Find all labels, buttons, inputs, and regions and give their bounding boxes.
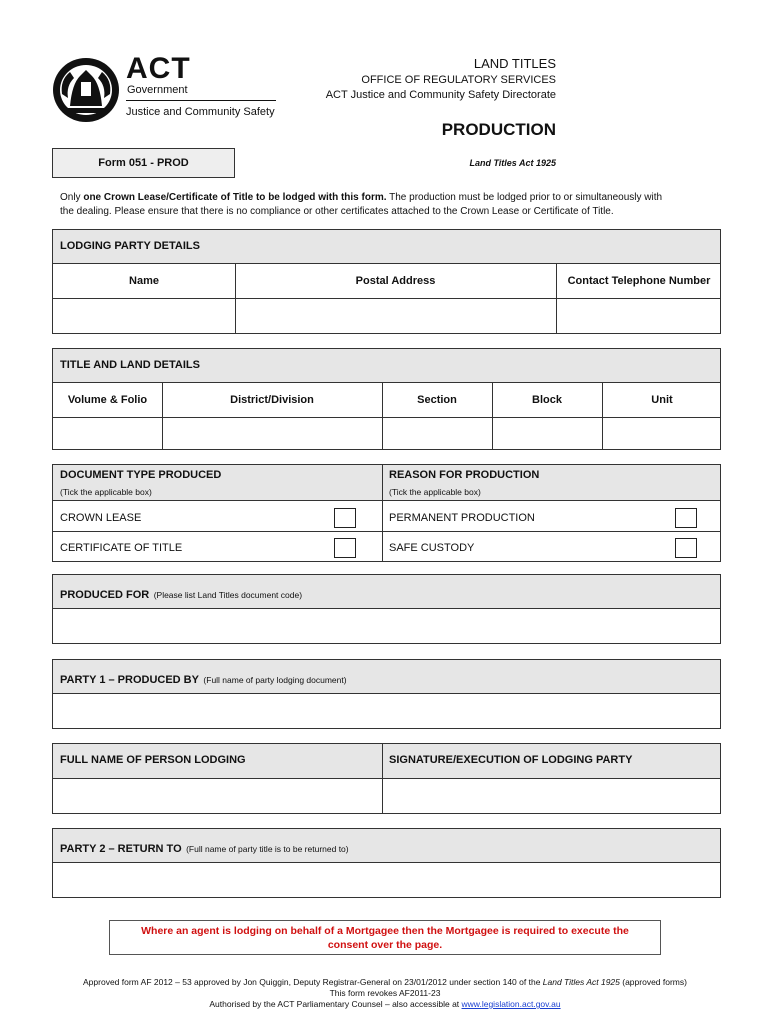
col-postal-address: Postal Address bbox=[355, 275, 436, 287]
party1-section bbox=[52, 659, 721, 729]
section-field[interactable] bbox=[383, 418, 492, 450]
footer-authorised: Authorised by the ACT Parliamentary Counsel – also accessible at bbox=[209, 999, 462, 1009]
footer-revokes: This form revokes AF2011-23 bbox=[329, 988, 441, 998]
block-field[interactable] bbox=[493, 418, 602, 450]
warning-line1: Where an agent is lodging on behalf of a Mortgagee then the Mortgagee is required to execute the bbox=[141, 925, 629, 937]
intro-rest1: The production must be lodged prior to or simultaneously with bbox=[386, 192, 663, 203]
safe-custody-checkbox[interactable] bbox=[675, 538, 697, 558]
title-land-title: TITLE AND LAND DETAILS bbox=[60, 359, 200, 371]
lodging-party-title: LODGING PARTY DETAILS bbox=[60, 240, 200, 252]
logo-government-text: Government bbox=[127, 84, 188, 96]
intro-lead: Only bbox=[60, 192, 84, 203]
warning-line2: consent over the page. bbox=[327, 939, 443, 951]
footer-act: Land Titles Act 1925 bbox=[542, 977, 620, 987]
col-block: Block bbox=[532, 394, 562, 406]
district-field[interactable] bbox=[163, 418, 382, 450]
footer bbox=[30, 977, 740, 1010]
name-field[interactable] bbox=[53, 299, 235, 334]
person-lodging-field[interactable] bbox=[53, 780, 382, 814]
header-office: OFFICE OF REGULATORY SERVICES bbox=[361, 74, 556, 86]
form-number-box bbox=[52, 148, 235, 178]
party2-title: PARTY 2 – RETURN TO bbox=[60, 843, 182, 855]
legislation-link[interactable]: www.legislation.act.gov.au bbox=[461, 999, 561, 1009]
option-certificate-of-title: CERTIFICATE OF TITLE bbox=[60, 542, 183, 554]
col-contact-phone: Contact Telephone Number bbox=[567, 275, 711, 287]
footer-line1c: (approved forms) bbox=[619, 977, 687, 987]
postal-address-field[interactable] bbox=[236, 299, 556, 334]
lodging-person-section bbox=[52, 743, 721, 814]
party1-note: (Full name of party lodging document) bbox=[203, 675, 347, 685]
party2-field[interactable] bbox=[53, 864, 720, 898]
intro-bold: one Crown Lease/Certificate of Title to be lodged with this form. bbox=[83, 192, 387, 203]
party2-note: (Full name of party title is to be returned to) bbox=[186, 844, 349, 854]
crown-lease-checkbox[interactable] bbox=[334, 508, 356, 528]
party2-section bbox=[52, 828, 721, 898]
produced-for-field[interactable] bbox=[53, 610, 720, 644]
signature-field[interactable] bbox=[383, 780, 721, 814]
produced-for-section bbox=[52, 574, 721, 644]
unit-field[interactable] bbox=[603, 418, 721, 450]
mortgagee-warning-box bbox=[109, 920, 661, 955]
coat-of-arms-icon bbox=[50, 54, 122, 124]
produced-for-note: (Please list Land Titles document code) bbox=[153, 590, 303, 600]
party1-field[interactable] bbox=[53, 695, 720, 729]
person-lodging-title: FULL NAME OF PERSON LODGING bbox=[60, 754, 246, 766]
form-title: PRODUCTION bbox=[441, 120, 556, 139]
reason-title: REASON FOR PRODUCTION bbox=[389, 469, 540, 481]
option-permanent-production: PERMANENT PRODUCTION bbox=[389, 512, 535, 524]
col-name: Name bbox=[129, 275, 159, 287]
certificate-of-title-checkbox[interactable] bbox=[334, 538, 356, 558]
document-type-section bbox=[52, 464, 721, 562]
logo-act-text: ACT bbox=[126, 52, 191, 85]
produced-for-title: PRODUCED FOR bbox=[60, 589, 150, 601]
contact-phone-field[interactable] bbox=[557, 299, 721, 334]
act-government-logo bbox=[50, 54, 280, 124]
header-directorate: ACT Justice and Community Safety Directorate bbox=[325, 89, 556, 101]
form-number: Form 051 - PROD bbox=[98, 157, 189, 169]
signature-title: SIGNATURE/EXECUTION OF LODGING PARTY bbox=[389, 754, 633, 766]
col-district: District/Division bbox=[230, 394, 314, 406]
logo-divider bbox=[126, 100, 276, 101]
title-land-section bbox=[52, 348, 721, 450]
col-unit: Unit bbox=[651, 394, 673, 406]
col-volume-folio: Volume & Folio bbox=[67, 394, 148, 406]
form-act: Land Titles Act 1925 bbox=[469, 158, 556, 168]
option-crown-lease: CROWN LEASE bbox=[60, 512, 142, 524]
lodging-party-section bbox=[52, 229, 721, 334]
doc-type-note: (Tick the applicable box) bbox=[60, 487, 152, 497]
doc-type-title: DOCUMENT TYPE PRODUCED bbox=[60, 469, 222, 481]
header-land-titles: LAND TITLES bbox=[473, 56, 556, 71]
option-safe-custody: SAFE CUSTODY bbox=[389, 542, 475, 554]
footer-line1a: Approved form AF 2012 – 53 approved by Jon Quiggin, Deputy Registrar-General on 23/01/2012 under section 140 of the bbox=[83, 977, 543, 987]
intro-text bbox=[60, 191, 720, 219]
col-section: Section bbox=[417, 394, 457, 406]
volume-folio-field[interactable] bbox=[53, 418, 162, 450]
reason-note: (Tick the applicable box) bbox=[389, 487, 481, 497]
permanent-production-checkbox[interactable] bbox=[675, 508, 697, 528]
party1-title: PARTY 1 – PRODUCED BY bbox=[60, 674, 199, 686]
intro-rest2: the dealing. Please ensure that there is no compliance or other certificates attached to the Crown Lease or Certificate of Title. bbox=[60, 206, 614, 217]
logo-department-text: Justice and Community Safety bbox=[126, 106, 275, 118]
